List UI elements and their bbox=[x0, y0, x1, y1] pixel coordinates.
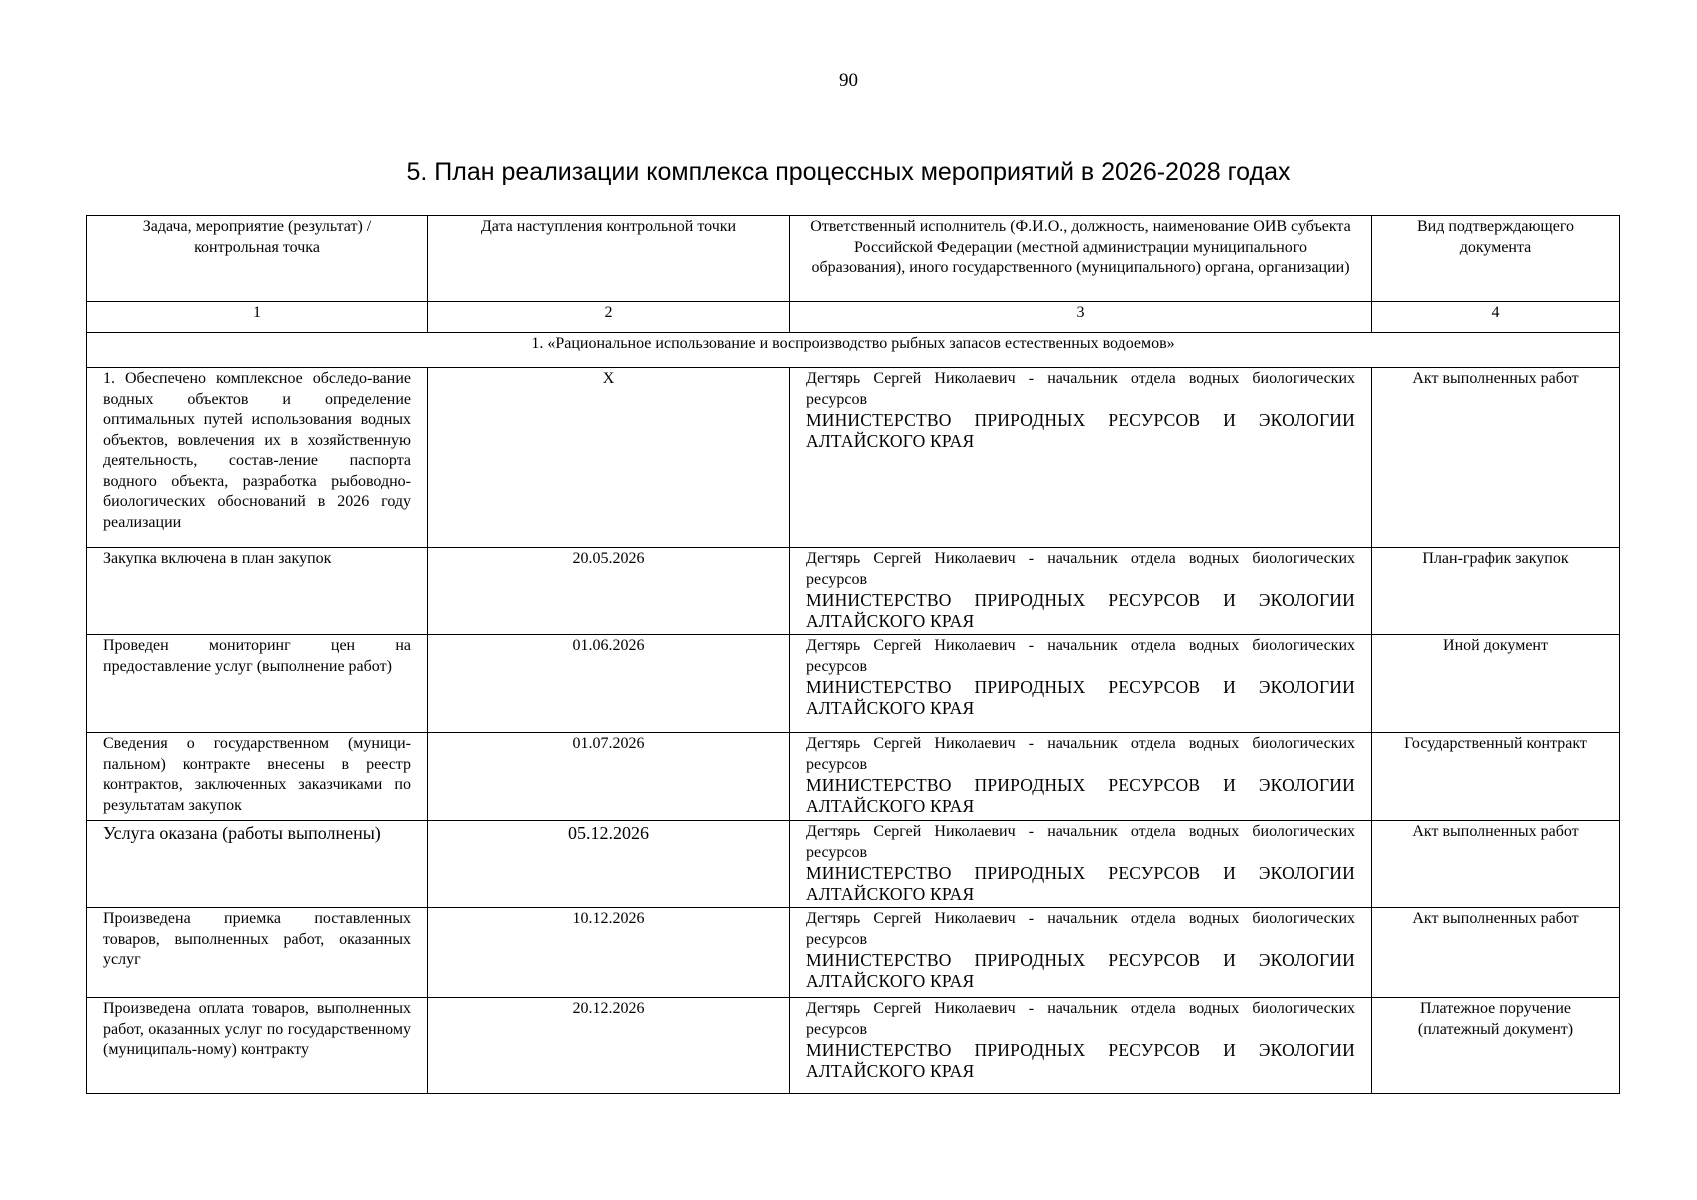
header-date: Дата наступления контрольной точки bbox=[428, 216, 790, 302]
section-title: 1. «Рациональное использование и воспроизводство рыбных запасов естественных водоемов» bbox=[87, 333, 1620, 368]
column-number-row bbox=[87, 302, 1620, 333]
executor-cell bbox=[790, 548, 1372, 635]
header-document: Вид подтверждающего документа bbox=[1372, 216, 1620, 302]
executor-cell bbox=[790, 733, 1372, 821]
task-cell: Проведен мониторинг цен на предоставление услуг (выполнение работ) bbox=[87, 635, 428, 733]
table-row bbox=[87, 635, 1620, 733]
date-cell: 10.12.2026 bbox=[428, 908, 790, 998]
table-row bbox=[87, 368, 1620, 548]
table-row bbox=[87, 733, 1620, 821]
header-task: Задача, мероприятие (результат) / контрольная точка bbox=[87, 216, 428, 302]
column-number: 4 bbox=[1372, 302, 1620, 333]
executor-org: МИНИСТЕРСТВО ПРИРОДНЫХ РЕСУРСОВ И ЭКОЛОГИИ АЛТАЙСКОГО КРАЯ bbox=[806, 410, 1355, 451]
executor-person: Дегтярь Сергей Николаевич - начальник отдела водных биологических ресурсов bbox=[806, 1000, 1355, 1038]
column-number: 1 bbox=[87, 302, 428, 333]
header-executor: Ответственный исполнитель (Ф.И.О., должность, наименование ОИВ субъекта Российской Федерации (местной администрации муниципального образования), иного государственного (муниципального) органа, организации) bbox=[790, 216, 1372, 302]
executor-person: Дегтярь Сергей Николаевич - начальник отдела водных биологических ресурсов bbox=[806, 370, 1355, 408]
table-row bbox=[87, 998, 1620, 1094]
executor-person: Дегтярь Сергей Николаевич - начальник отдела водных биологических ресурсов bbox=[806, 735, 1355, 773]
table-row bbox=[87, 908, 1620, 998]
document-cell: Акт выполненных работ bbox=[1372, 368, 1620, 548]
executor-org: МИНИСТЕРСТВО ПРИРОДНЫХ РЕСУРСОВ И ЭКОЛОГИИ АЛТАЙСКОГО КРАЯ bbox=[806, 677, 1355, 718]
executor-org: МИНИСТЕРСТВО ПРИРОДНЫХ РЕСУРСОВ И ЭКОЛОГИИ АЛТАЙСКОГО КРАЯ bbox=[806, 863, 1355, 904]
executor-cell bbox=[790, 998, 1372, 1094]
date-cell: 01.07.2026 bbox=[428, 733, 790, 821]
executor-cell bbox=[790, 821, 1372, 908]
executor-cell bbox=[790, 908, 1372, 998]
table-row bbox=[87, 821, 1620, 908]
task-cell: Услуга оказана (работы выполнены) bbox=[87, 821, 428, 908]
page-number: 90 bbox=[839, 70, 858, 91]
document-cell: План-график закупок bbox=[1372, 548, 1620, 635]
executor-org: МИНИСТЕРСТВО ПРИРОДНЫХ РЕСУРСОВ И ЭКОЛОГИИ АЛТАЙСКОГО КРАЯ bbox=[806, 590, 1355, 631]
executor-org: МИНИСТЕРСТВО ПРИРОДНЫХ РЕСУРСОВ И ЭКОЛОГИИ АЛТАЙСКОГО КРАЯ bbox=[806, 1040, 1355, 1081]
document-cell: Государственный контракт bbox=[1372, 733, 1620, 821]
task-cell: Сведения о государственном (муници-пальном) контракте внесены в реестр контрактов, заключенных заказчиками по результатам закупок bbox=[87, 733, 428, 821]
date-cell: 01.06.2026 bbox=[428, 635, 790, 733]
page-title: 5. План реализации комплекса процессных мероприятий в 2026-2028 годах bbox=[406, 158, 1291, 186]
executor-person: Дегтярь Сергей Николаевич - начальник отдела водных биологических ресурсов bbox=[806, 910, 1355, 948]
date-cell: 20.12.2026 bbox=[428, 998, 790, 1094]
section-row bbox=[87, 333, 1620, 368]
document-cell: Акт выполненных работ bbox=[1372, 908, 1620, 998]
document-cell: Платежное поручение (платежный документ) bbox=[1372, 998, 1620, 1094]
task-cell: Произведена приемка поставленных товаров, выполненных работ, оказанных услуг bbox=[87, 908, 428, 998]
date-cell: 05.12.2026 bbox=[428, 821, 790, 908]
document-cell: Иной документ bbox=[1372, 635, 1620, 733]
table-header-row bbox=[87, 216, 1620, 302]
executor-person: Дегтярь Сергей Николаевич - начальник отдела водных биологических ресурсов bbox=[806, 823, 1355, 861]
plan-table bbox=[86, 215, 1620, 1094]
date-cell: X bbox=[428, 368, 790, 548]
executor-cell bbox=[790, 368, 1372, 548]
executor-org: МИНИСТЕРСТВО ПРИРОДНЫХ РЕСУРСОВ И ЭКОЛОГИИ АЛТАЙСКОГО КРАЯ bbox=[806, 775, 1355, 816]
executor-cell bbox=[790, 635, 1372, 733]
date-cell: 20.05.2026 bbox=[428, 548, 790, 635]
column-number: 2 bbox=[428, 302, 790, 333]
table-row bbox=[87, 548, 1620, 635]
document-cell: Акт выполненных работ bbox=[1372, 821, 1620, 908]
executor-org: МИНИСТЕРСТВО ПРИРОДНЫХ РЕСУРСОВ И ЭКОЛОГИИ АЛТАЙСКОГО КРАЯ bbox=[806, 950, 1355, 991]
executor-person: Дегтярь Сергей Николаевич - начальник отдела водных биологических ресурсов bbox=[806, 550, 1355, 588]
column-number: 3 bbox=[790, 302, 1372, 333]
task-cell: 1. Обеспечено комплексное обследо-вание водных объектов и определение оптимальных путей использования водных объектов, вовлечения их в хозяйственную деятельность, состав-ление паспорта водного объекта, разработка рыбоводно-биологических обоснований в 2026 году реализации bbox=[87, 368, 428, 548]
task-cell: Закупка включена в план закупок bbox=[87, 548, 428, 635]
task-cell: Произведена оплата товаров, выполненных работ, оказанных услуг по государственному (муниципаль-ному) контракту bbox=[87, 998, 428, 1094]
executor-person: Дегтярь Сергей Николаевич - начальник отдела водных биологических ресурсов bbox=[806, 637, 1355, 675]
